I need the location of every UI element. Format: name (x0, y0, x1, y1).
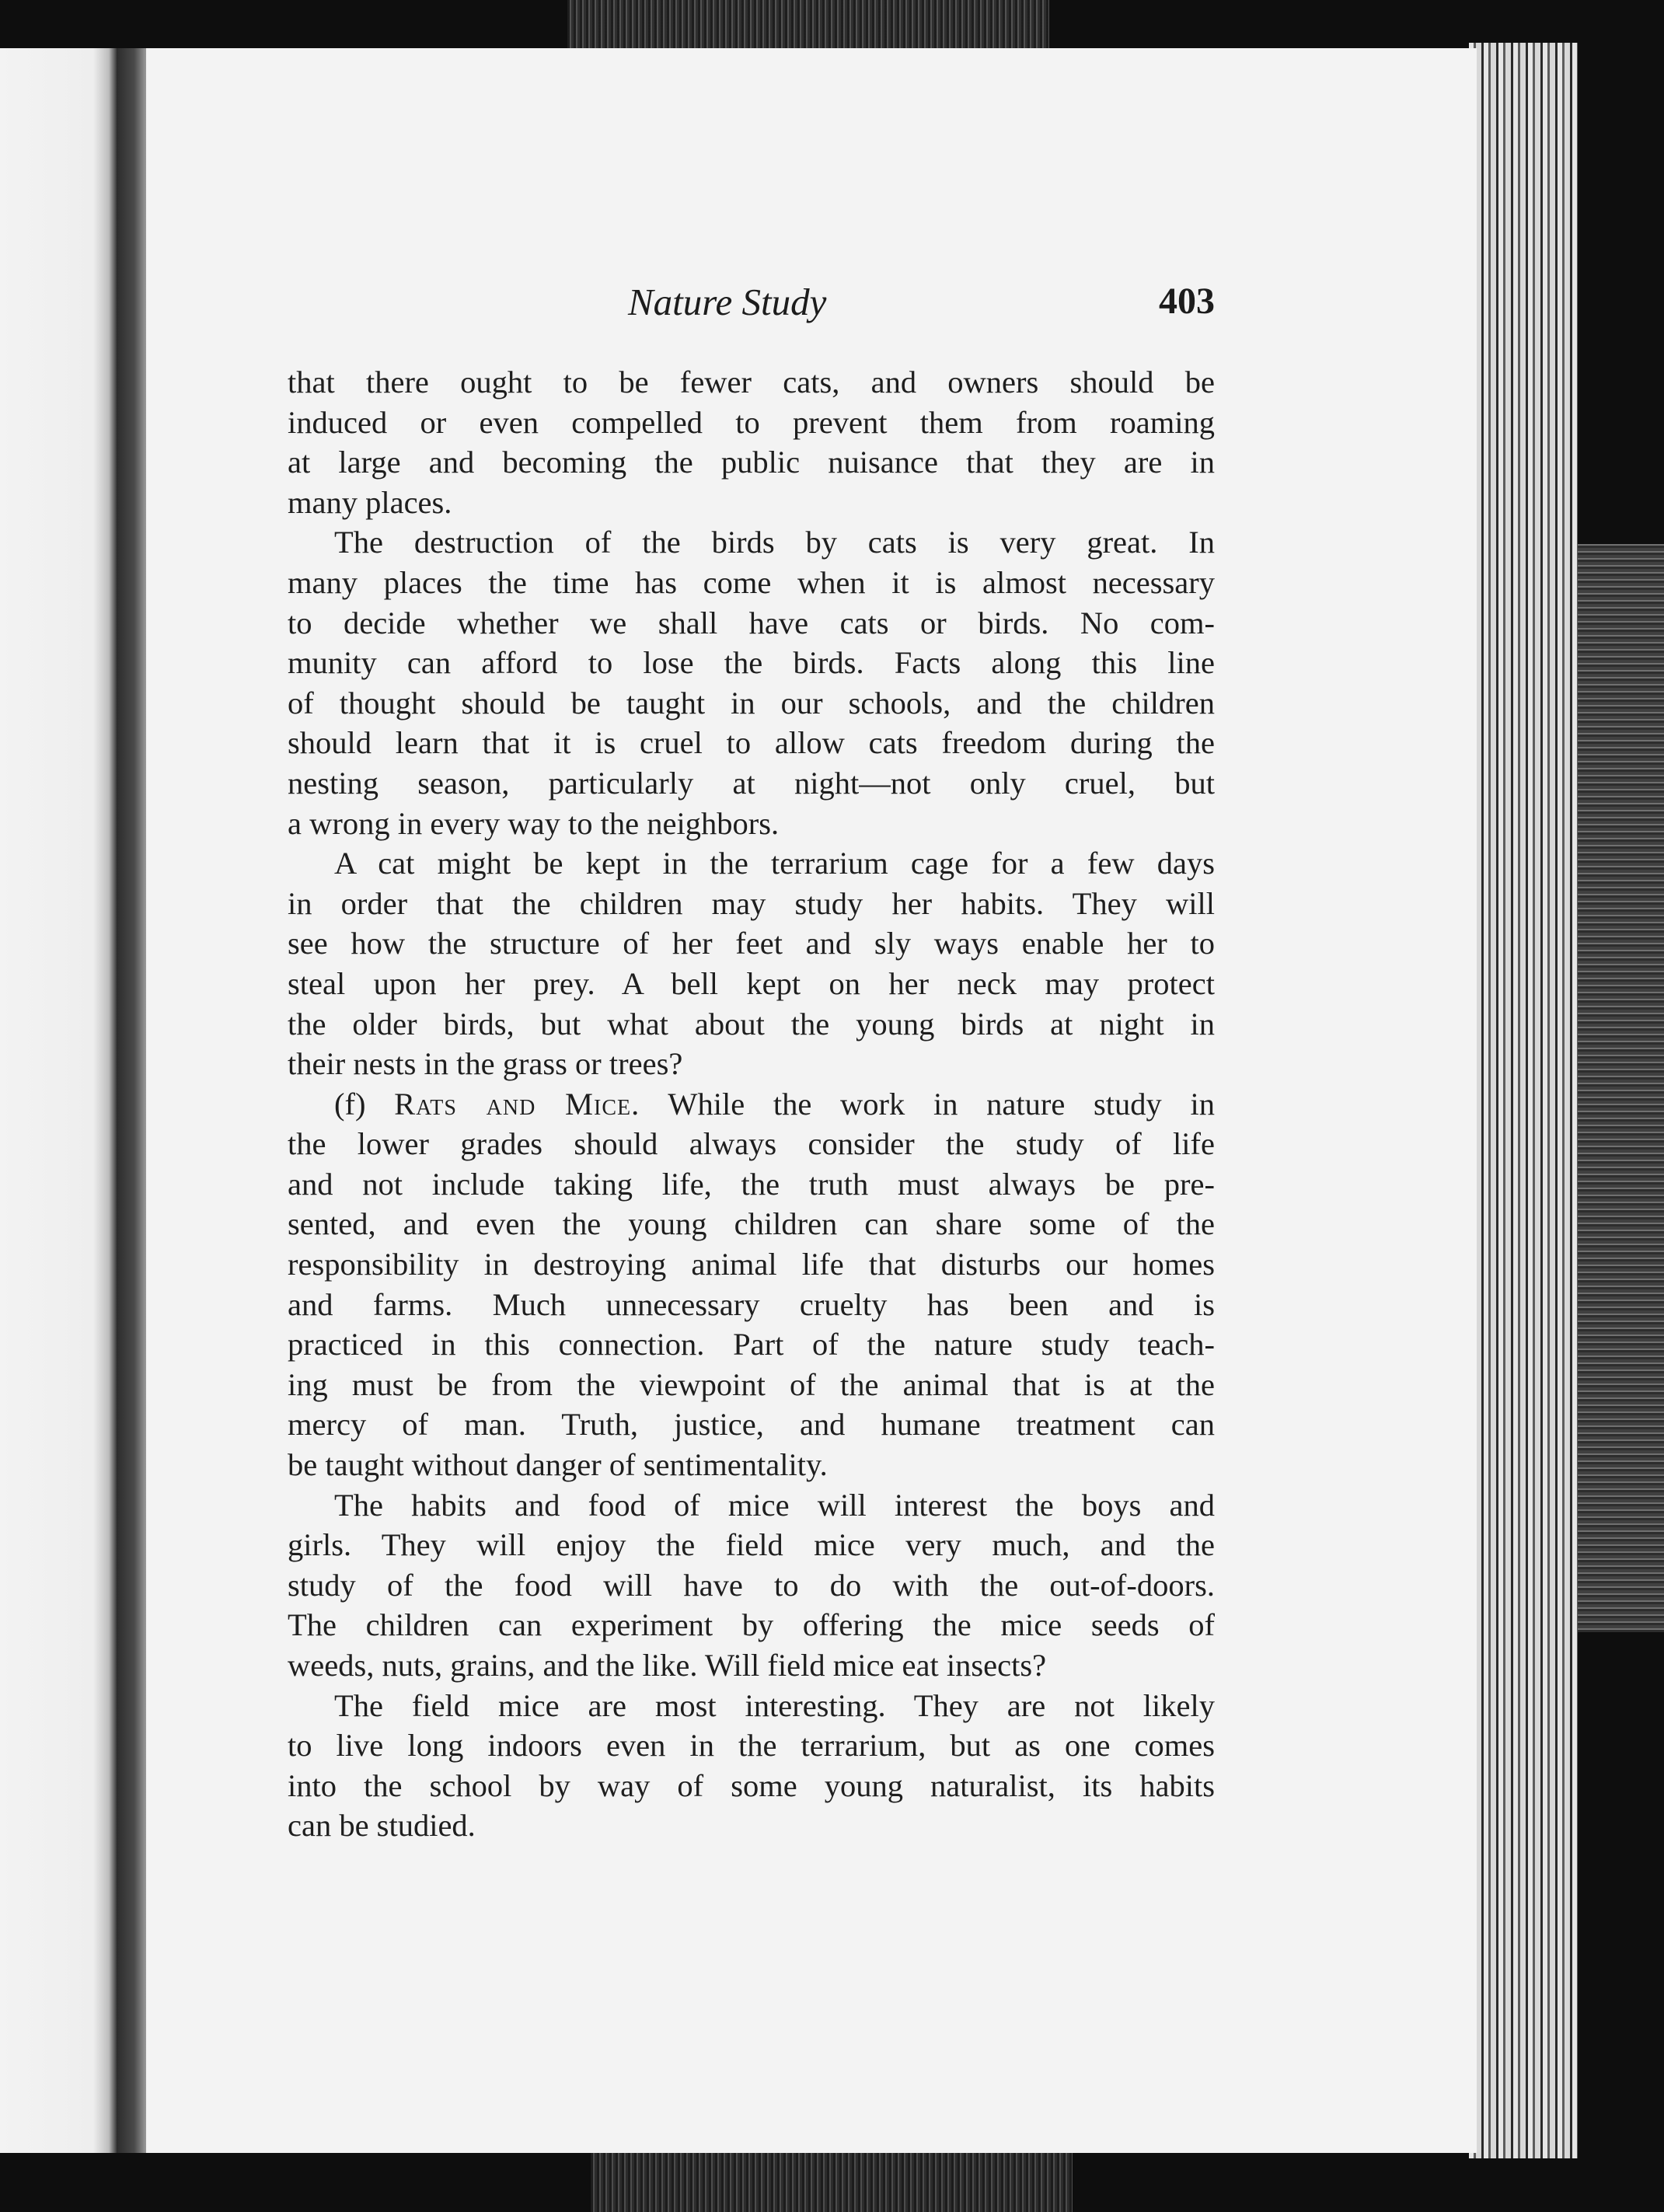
text-line: The destruction of the birds by cats is very great. In (334, 525, 1215, 560)
text-line: sented, and even the young children can share some of the (288, 1206, 1215, 1242)
text-line: ing must be from the viewpoint of the animal that is at the (288, 1366, 1215, 1402)
text-line: The habits and food of mice will interest the boys and (334, 1487, 1215, 1523)
text-line: responsibility in destroying animal life that disturbs our homes (288, 1247, 1215, 1282)
text-line: practiced in this connection. Part of the nature study teach- (288, 1327, 1215, 1362)
section-f-first-line (288, 1084, 1215, 1125)
text-line: and not include taking life, the truth must always be pre- (288, 1166, 1215, 1202)
text-line: their nests in the grass or trees? (288, 1046, 683, 1082)
text-line: should learn that it is cruel to allow cats freedom during the (288, 725, 1215, 761)
text-line: The field mice are most interesting. They are not likely (334, 1687, 1215, 1723)
text-line: While the work in nature study in (668, 1086, 1215, 1122)
text-line: and farms. Much unnecessary cruelty has been and is (288, 1286, 1215, 1322)
text-line: a wrong in every way to the neighbors. (288, 805, 780, 841)
text-line: of thought should be taught in our schools, and the children (288, 685, 1215, 720)
scan-background-right (1578, 544, 1664, 1632)
text-line: girls. They will enjoy the field mice very much, and the (288, 1527, 1215, 1563)
text-line: at large and becoming the public nuisance that they are in (288, 445, 1215, 480)
text-line: munity can afford to lose the birds. Facts along this line (288, 645, 1215, 681)
text-line: study of the food will have to do with the out-of-doors. (288, 1567, 1215, 1603)
text-line: A cat might be kept in the terrarium cage for a few days (334, 846, 1215, 881)
text-line: see how the structure of her feet and sly ways enable her to (288, 926, 1215, 961)
page-number: 403 (1159, 281, 1215, 322)
text-line: many places the time has come when it is almost necessary (288, 564, 1215, 600)
body-text (288, 362, 1215, 1846)
running-title: Nature Study (628, 281, 827, 323)
section-heading: Rats and Mice. (394, 1086, 640, 1122)
text-line: mercy of man. Truth, justice, and humane treatment can (288, 1407, 1215, 1443)
text-line: can be studied. (288, 1808, 476, 1844)
scan-background-bottom (591, 2153, 1073, 2212)
page-edges-stack (1469, 43, 1578, 2158)
facing-page-edge (0, 48, 117, 2153)
text-line: the lower grades should always consider the study of life (288, 1126, 1215, 1162)
text-line: steal upon her prey. A bell kept on her neck may protect (288, 965, 1215, 1001)
text-line: weeds, nuts, grains, and the like. Will field mice eat insects? (288, 1648, 1047, 1683)
text-line: induced or even compelled to prevent them from roaming (288, 404, 1215, 440)
text-line: many places. (288, 484, 452, 520)
book-gutter (117, 48, 146, 2153)
scan-background-top (567, 0, 1049, 48)
section-marker: (f) (334, 1086, 366, 1122)
text-line: to live long indoors even in the terrarium, but as one comes (288, 1728, 1215, 1764)
page-header (288, 280, 1215, 334)
text-line: to decide whether we shall have cats or birds. No com- (288, 605, 1215, 640)
text-line: The children can experiment by offering the mice seeds of (288, 1607, 1215, 1643)
text-line: the older birds, but what about the young birds at night in (288, 1006, 1215, 1041)
text-line: into the school by way of some young naturalist, its habits (288, 1767, 1215, 1803)
text-line: nesting season, particularly at night—not only cruel, but (288, 765, 1215, 801)
text-line: be taught without danger of sentimentality. (288, 1447, 828, 1483)
text-line: that there ought to be fewer cats, and owners should be (288, 365, 1215, 399)
text-line: in order that the children may study her habits. They will (288, 885, 1215, 921)
